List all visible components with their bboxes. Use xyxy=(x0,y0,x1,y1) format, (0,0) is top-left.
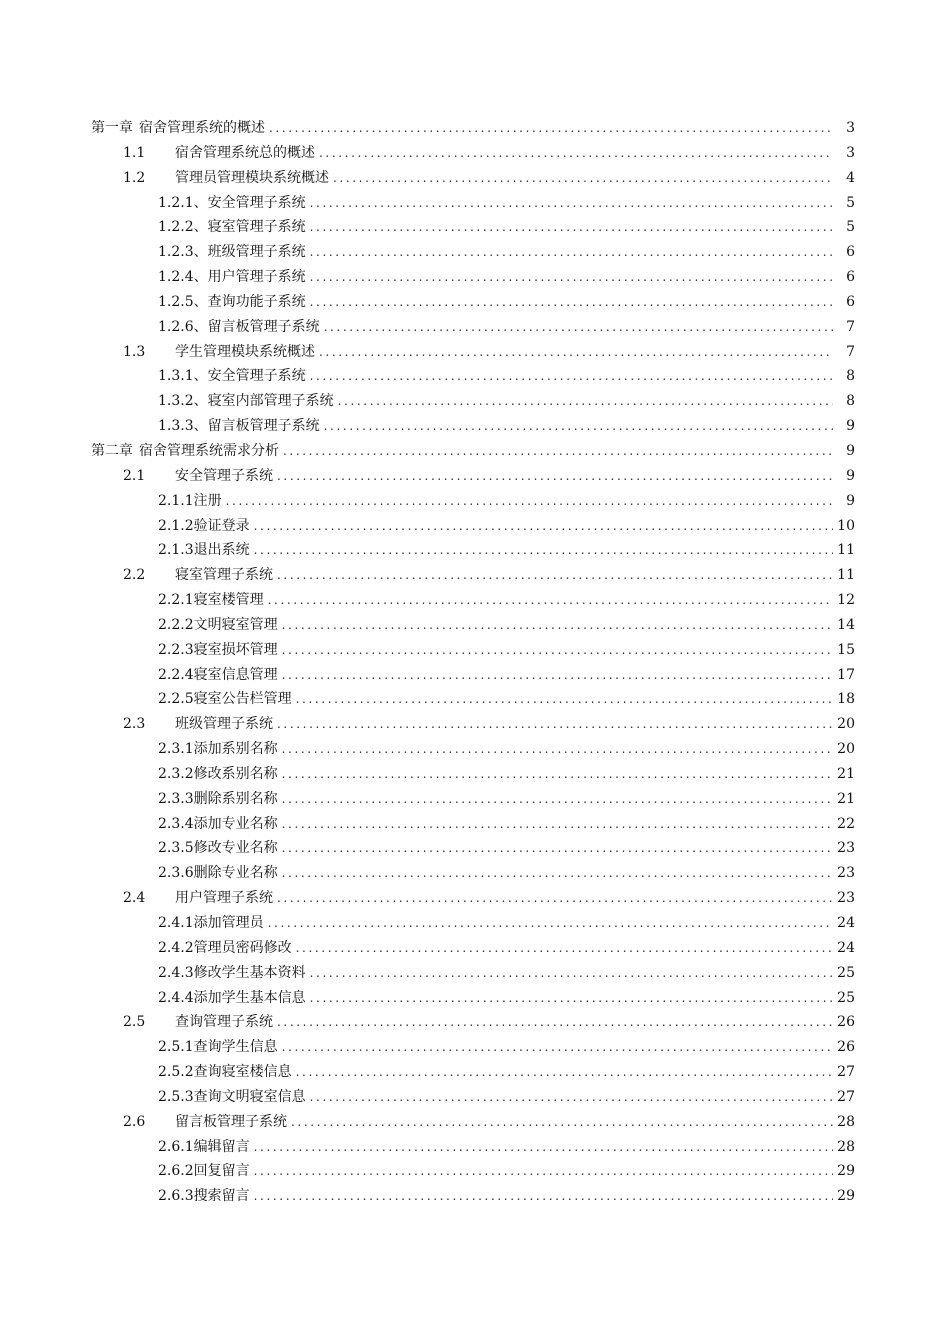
toc-entry-number: 1.2.2、 xyxy=(158,219,208,236)
toc-entry-number: 2.6.1 xyxy=(158,1138,194,1155)
toc-entry-line xyxy=(158,588,855,613)
toc-entry-line xyxy=(158,290,855,315)
toc-entry-number: 1.2.4、 xyxy=(158,269,208,286)
dot-leader xyxy=(310,961,833,986)
toc-entry-title: 查询寝室楼信息 xyxy=(193,1064,292,1081)
toc-entry-number: 1.3.3、 xyxy=(158,418,208,435)
toc-entry-line xyxy=(158,861,855,886)
toc-entry-title: 宿舍管理系统总的概述 xyxy=(175,144,315,161)
toc-entry-number: 2.5.3 xyxy=(158,1088,194,1105)
toc-entry-page-number: 11 xyxy=(837,567,855,584)
toc-entry-title: 寝室管理子系统 xyxy=(175,567,273,584)
toc-entry-page-number: 9 xyxy=(846,492,855,509)
toc-entry-number: 第一章 xyxy=(91,120,133,136)
dot-leader xyxy=(282,836,833,861)
toc-entry-number: 2.2 xyxy=(123,567,146,584)
toc-entry-page-number: 17 xyxy=(837,666,855,683)
toc-entry-page-number: 28 xyxy=(837,1138,855,1155)
toc-entry-title: 回复留言 xyxy=(193,1163,250,1180)
toc-entry[interactable] xyxy=(0,1060,950,1085)
toc-entry-line xyxy=(158,191,855,216)
dot-leader xyxy=(296,687,833,712)
toc-entry-line xyxy=(158,364,855,389)
toc-entry-line xyxy=(158,836,855,861)
toc-entry[interactable] xyxy=(0,340,950,365)
toc-entry[interactable] xyxy=(0,414,950,439)
toc-entry-title: 搜索留言 xyxy=(193,1188,250,1205)
toc-entry-page-number: 23 xyxy=(837,890,855,907)
toc-entry[interactable] xyxy=(0,364,950,389)
dot-leader xyxy=(338,389,833,414)
toc-entry-number: 2.1.2 xyxy=(158,517,194,534)
toc-entry-number: 2.4.3 xyxy=(158,964,194,981)
toc-entry-page-number: 9 xyxy=(846,418,855,435)
toc-entry-number: 2.3.4 xyxy=(158,815,194,832)
toc-entry[interactable] xyxy=(0,1184,950,1209)
toc-entry[interactable] xyxy=(0,389,950,414)
toc-entry-title: 班级管理子系统 xyxy=(175,716,273,733)
toc-entry-page-number: 24 xyxy=(837,939,855,956)
toc-entry-title: 查询管理子系统 xyxy=(175,1014,273,1031)
toc-entry-page-number: 23 xyxy=(837,840,855,857)
toc-entry-page-number: 15 xyxy=(837,641,855,658)
toc-entry-line xyxy=(123,712,855,737)
toc-entry[interactable] xyxy=(0,1135,950,1160)
toc-entry[interactable] xyxy=(0,861,950,886)
toc-entry-page-number: 27 xyxy=(837,1088,855,1105)
toc-entry-line xyxy=(158,1135,855,1160)
toc-entry-number: 第二章 xyxy=(91,442,133,459)
toc-entry-page-number: 21 xyxy=(837,790,855,807)
toc-entry-number: 1.2.5、 xyxy=(158,293,208,310)
toc-entry-line xyxy=(158,787,855,812)
toc-entry-line xyxy=(158,1085,855,1110)
dot-leader xyxy=(254,514,833,539)
toc-entry-page-number: 20 xyxy=(837,741,855,758)
toc-entry-line xyxy=(158,1060,855,1085)
toc-entry[interactable] xyxy=(0,712,950,737)
dot-leader xyxy=(277,886,833,911)
toc-entry-title: 添加学生基本信息 xyxy=(193,989,306,1006)
toc-entry-page-number: 8 xyxy=(846,393,855,410)
toc-entry[interactable] xyxy=(0,663,950,688)
toc-entry[interactable] xyxy=(0,290,950,315)
toc-entry-line xyxy=(123,464,855,489)
dot-leader xyxy=(268,911,833,936)
toc-entry-page-number: 11 xyxy=(837,542,855,559)
toc-entry-page-number: 26 xyxy=(837,1039,855,1056)
toc-entry-title: 宿舍管理系统需求分析 xyxy=(139,442,279,459)
toc-entry-number: 2.3 xyxy=(123,716,146,733)
toc-entry[interactable] xyxy=(0,240,950,265)
toc-entry-line xyxy=(123,563,855,588)
toc-entry-number: 2.3.3 xyxy=(158,790,194,807)
toc-entry[interactable] xyxy=(0,687,950,712)
dot-leader xyxy=(254,1135,833,1160)
toc-entry[interactable] xyxy=(0,116,950,141)
toc-entry-number: 2.5 xyxy=(123,1014,146,1031)
dot-leader xyxy=(268,588,833,613)
toc-entry-number: 2.2.3 xyxy=(158,641,194,658)
toc-entry-title: 添加管理员 xyxy=(193,915,264,931)
dot-leader xyxy=(282,613,833,638)
toc-entry-number: 2.1.3 xyxy=(158,542,194,559)
toc-entry-line xyxy=(158,961,855,986)
toc-entry-title: 寝室信息管理 xyxy=(193,666,278,683)
toc-entry-page-number: 25 xyxy=(837,989,855,1006)
dot-leader xyxy=(310,265,833,290)
toc-entry-number: 2.1 xyxy=(123,467,146,484)
toc-entry-number: 1.2.6、 xyxy=(158,318,208,335)
toc-entry-title: 添加专业名称 xyxy=(193,815,278,832)
toc-entry-title: 用户管理子系统 xyxy=(175,890,273,907)
toc-entry-number: 1.3.1、 xyxy=(158,368,208,385)
toc-entry-line xyxy=(158,986,855,1011)
toc-entry-page-number: 28 xyxy=(837,1113,855,1130)
toc-entry-line xyxy=(158,687,855,712)
toc-entry-number: 2.2.1 xyxy=(158,592,194,609)
toc-entry-number: 2.3.2 xyxy=(158,765,194,782)
toc-entry-number: 2.1.1 xyxy=(158,492,194,509)
toc-entry-title: 安全管理子系统 xyxy=(207,368,306,385)
toc-entry-title: 寝室损坏管理 xyxy=(193,641,278,658)
toc-entry-page-number: 24 xyxy=(837,915,855,931)
toc-entry[interactable] xyxy=(0,464,950,489)
toc-entry[interactable] xyxy=(0,986,950,1011)
toc-entry[interactable] xyxy=(0,1085,950,1110)
dot-leader xyxy=(291,1110,833,1135)
dot-leader xyxy=(310,240,833,265)
dot-leader xyxy=(254,1159,833,1184)
toc-entry-number: 1.3 xyxy=(123,343,146,360)
toc-entry-number: 2.3.6 xyxy=(158,865,194,882)
toc-entry[interactable] xyxy=(0,1010,950,1035)
toc-entry-page-number: 5 xyxy=(846,194,855,211)
toc-entry-page-number: 9 xyxy=(846,442,855,459)
toc-entry-line xyxy=(158,762,855,787)
toc-entry-page-number: 5 xyxy=(846,219,855,236)
toc-entry[interactable] xyxy=(0,737,950,762)
toc-entry[interactable] xyxy=(0,141,950,166)
dot-leader xyxy=(310,986,833,1011)
toc-entry-line xyxy=(158,514,855,539)
dot-leader xyxy=(319,141,833,166)
toc-entry-page-number: 26 xyxy=(837,1014,855,1031)
dot-leader xyxy=(282,663,833,688)
toc-entry-page-number: 23 xyxy=(837,865,855,882)
toc-entry-page-number: 6 xyxy=(846,269,855,286)
toc-entry-line xyxy=(158,265,855,290)
toc-entry[interactable] xyxy=(0,936,950,961)
toc-entry-number: 2.4.1 xyxy=(158,915,194,931)
dot-leader xyxy=(277,1010,833,1035)
toc-entry-title: 退出系统 xyxy=(193,542,250,559)
toc-entry[interactable] xyxy=(0,215,950,240)
toc-entry-title: 宿舍管理系统的概述 xyxy=(139,120,265,136)
table-of-contents xyxy=(0,116,950,1209)
dot-leader xyxy=(282,787,833,812)
toc-entry-page-number: 6 xyxy=(846,244,855,261)
toc-entry-title: 修改学生基本资料 xyxy=(193,964,306,981)
toc-entry-page-number: 29 xyxy=(837,1163,855,1180)
toc-entry[interactable] xyxy=(0,762,950,787)
dot-leader xyxy=(310,364,833,389)
toc-entry[interactable] xyxy=(0,911,950,936)
toc-entry[interactable] xyxy=(0,265,950,290)
toc-entry[interactable] xyxy=(0,588,950,613)
dot-leader xyxy=(282,737,833,762)
toc-entry[interactable] xyxy=(0,514,950,539)
toc-entry-number: 2.4.2 xyxy=(158,939,194,956)
toc-entry-line xyxy=(158,538,855,563)
toc-entry-line xyxy=(123,166,855,191)
toc-entry-line xyxy=(158,1159,855,1184)
toc-entry-line xyxy=(158,414,855,439)
toc-entry-title: 用户管理子系统 xyxy=(207,269,306,286)
dot-leader xyxy=(319,340,833,365)
toc-entry-line xyxy=(158,663,855,688)
toc-entry-page-number: 21 xyxy=(837,765,855,782)
dot-leader xyxy=(310,215,833,240)
toc-entry-number: 1.3.2、 xyxy=(158,393,208,410)
toc-entry-line xyxy=(123,1110,855,1135)
toc-entry-number: 2.6.2 xyxy=(158,1163,194,1180)
toc-entry-number: 1.2.3、 xyxy=(158,244,208,261)
toc-entry-title: 管理员管理模块系统概述 xyxy=(175,169,329,186)
toc-entry-page-number: 6 xyxy=(846,293,855,310)
toc-entry-page-number: 3 xyxy=(846,120,855,136)
toc-entry[interactable] xyxy=(0,638,950,663)
toc-entry-line xyxy=(158,489,855,514)
toc-entry-page-number: 14 xyxy=(837,616,855,633)
dot-leader xyxy=(310,1085,833,1110)
toc-entry[interactable] xyxy=(0,1110,950,1135)
toc-entry-line xyxy=(123,886,855,911)
toc-entry-title: 学生管理模块系统概述 xyxy=(175,343,315,360)
dot-leader xyxy=(310,191,833,216)
toc-entry-page-number: 25 xyxy=(837,964,855,981)
dot-leader xyxy=(277,712,833,737)
toc-entry[interactable] xyxy=(0,836,950,861)
toc-entry[interactable] xyxy=(0,1035,950,1060)
dot-leader xyxy=(296,936,833,961)
toc-entry-number: 2.6 xyxy=(123,1113,146,1130)
toc-entry-line xyxy=(158,389,855,414)
toc-entry[interactable] xyxy=(0,812,950,837)
dot-leader xyxy=(282,812,833,837)
toc-entry-line xyxy=(158,315,855,340)
toc-entry-page-number: 10 xyxy=(837,517,855,534)
toc-entry-number: 2.2.4 xyxy=(158,666,194,683)
dot-leader xyxy=(254,1184,833,1209)
toc-entry-number: 2.2.5 xyxy=(158,691,194,708)
toc-entry-line xyxy=(158,215,855,240)
toc-entry-page-number: 8 xyxy=(846,368,855,385)
toc-entry[interactable] xyxy=(0,439,950,464)
toc-entry-page-number: 12 xyxy=(837,592,855,609)
toc-entry-number: 2.4 xyxy=(123,890,146,907)
toc-entry-page-number: 20 xyxy=(837,716,855,733)
dot-leader xyxy=(277,563,833,588)
toc-entry-number: 1.2.1、 xyxy=(158,194,208,211)
toc-entry-title: 留言板管理子系统 xyxy=(207,318,320,335)
toc-entry-number: 2.5.2 xyxy=(158,1064,194,1081)
toc-entry-title: 寝室楼管理 xyxy=(193,592,264,609)
toc-entry-title: 查询功能子系统 xyxy=(207,293,306,310)
toc-entry-line xyxy=(158,1035,855,1060)
toc-entry-line xyxy=(158,911,855,936)
toc-entry-page-number: 7 xyxy=(846,343,855,360)
toc-entry-title: 注册 xyxy=(193,492,222,509)
dot-leader xyxy=(282,638,833,663)
toc-entry-number: 2.4.4 xyxy=(158,989,194,1006)
toc-entry-number: 1.2 xyxy=(123,169,146,186)
toc-entry-number: 2.6.3 xyxy=(158,1188,194,1205)
dot-leader xyxy=(324,414,833,439)
toc-entry-page-number: 29 xyxy=(837,1188,855,1205)
toc-entry-page-number: 18 xyxy=(837,691,855,708)
toc-entry[interactable] xyxy=(0,613,950,638)
dot-leader xyxy=(282,861,833,886)
toc-entry-title: 删除专业名称 xyxy=(193,865,278,882)
dot-leader xyxy=(282,762,833,787)
toc-entry-line xyxy=(123,340,855,365)
toc-entry-number: 1.1 xyxy=(123,144,146,161)
toc-entry-title: 编辑留言 xyxy=(193,1138,250,1155)
toc-entry-page-number: 7 xyxy=(846,318,855,335)
toc-entry-line xyxy=(123,141,855,166)
dot-leader xyxy=(296,1060,833,1085)
toc-entry-page-number: 4 xyxy=(846,169,855,186)
toc-entry-title: 修改专业名称 xyxy=(193,840,278,857)
toc-entry-title: 安全管理子系统 xyxy=(207,194,306,211)
toc-entry-title: 班级管理子系统 xyxy=(207,244,306,261)
toc-entry-title: 删除系别名称 xyxy=(193,790,278,807)
toc-entry-title: 添加系别名称 xyxy=(193,741,278,758)
toc-entry[interactable] xyxy=(0,315,950,340)
toc-entry-title: 修改系别名称 xyxy=(193,765,278,782)
dot-leader xyxy=(310,290,833,315)
toc-entry-line xyxy=(158,936,855,961)
toc-entry-title: 寝室内部管理子系统 xyxy=(207,393,334,410)
dot-leader xyxy=(277,464,833,489)
toc-entry-line xyxy=(158,812,855,837)
toc-entry-page-number: 22 xyxy=(837,815,855,832)
toc-entry[interactable] xyxy=(0,886,950,911)
dot-leader xyxy=(282,1035,833,1060)
toc-entry-number: 2.3.5 xyxy=(158,840,194,857)
dot-leader xyxy=(333,166,833,191)
toc-entry-page-number: 9 xyxy=(846,467,855,484)
toc-entry[interactable] xyxy=(0,191,950,216)
toc-entry-line xyxy=(123,1010,855,1035)
toc-entry-number: 2.5.1 xyxy=(158,1039,194,1056)
toc-entry[interactable] xyxy=(0,166,950,191)
toc-entry[interactable] xyxy=(0,563,950,588)
toc-entry-line xyxy=(158,240,855,265)
toc-entry-title: 留言板管理子系统 xyxy=(175,1113,287,1130)
dot-leader xyxy=(324,315,833,340)
toc-entry-page-number: 27 xyxy=(837,1064,855,1081)
toc-entry-title: 寝室管理子系统 xyxy=(207,219,306,236)
toc-entry[interactable] xyxy=(0,961,950,986)
toc-entry-title: 文明寝室管理 xyxy=(193,616,278,633)
toc-entry[interactable] xyxy=(0,1159,950,1184)
toc-entry-title: 查询文明寝室信息 xyxy=(193,1088,306,1105)
toc-entry-page-number: 3 xyxy=(846,144,855,161)
dot-leader xyxy=(269,116,833,141)
dot-leader xyxy=(226,489,833,514)
toc-entry-line xyxy=(91,116,855,141)
dot-leader xyxy=(254,538,833,563)
toc-entry-line xyxy=(158,638,855,663)
toc-entry[interactable] xyxy=(0,787,950,812)
toc-entry-title: 管理员密码修改 xyxy=(193,939,292,956)
dot-leader xyxy=(283,439,833,464)
toc-entry[interactable] xyxy=(0,538,950,563)
toc-entry-line xyxy=(158,737,855,762)
toc-entry-title: 安全管理子系统 xyxy=(175,467,273,484)
toc-entry-line xyxy=(158,613,855,638)
toc-entry-number: 2.3.1 xyxy=(158,741,194,758)
toc-entry-title: 验证登录 xyxy=(193,517,250,534)
toc-entry-line xyxy=(91,439,855,464)
toc-entry-line xyxy=(158,1184,855,1209)
toc-entry-title: 留言板管理子系统 xyxy=(207,418,320,435)
toc-entry[interactable] xyxy=(0,489,950,514)
toc-entry-title: 查询学生信息 xyxy=(193,1039,278,1056)
toc-entry-number: 2.2.2 xyxy=(158,616,194,633)
toc-entry-title: 寝室公告栏管理 xyxy=(193,691,292,708)
